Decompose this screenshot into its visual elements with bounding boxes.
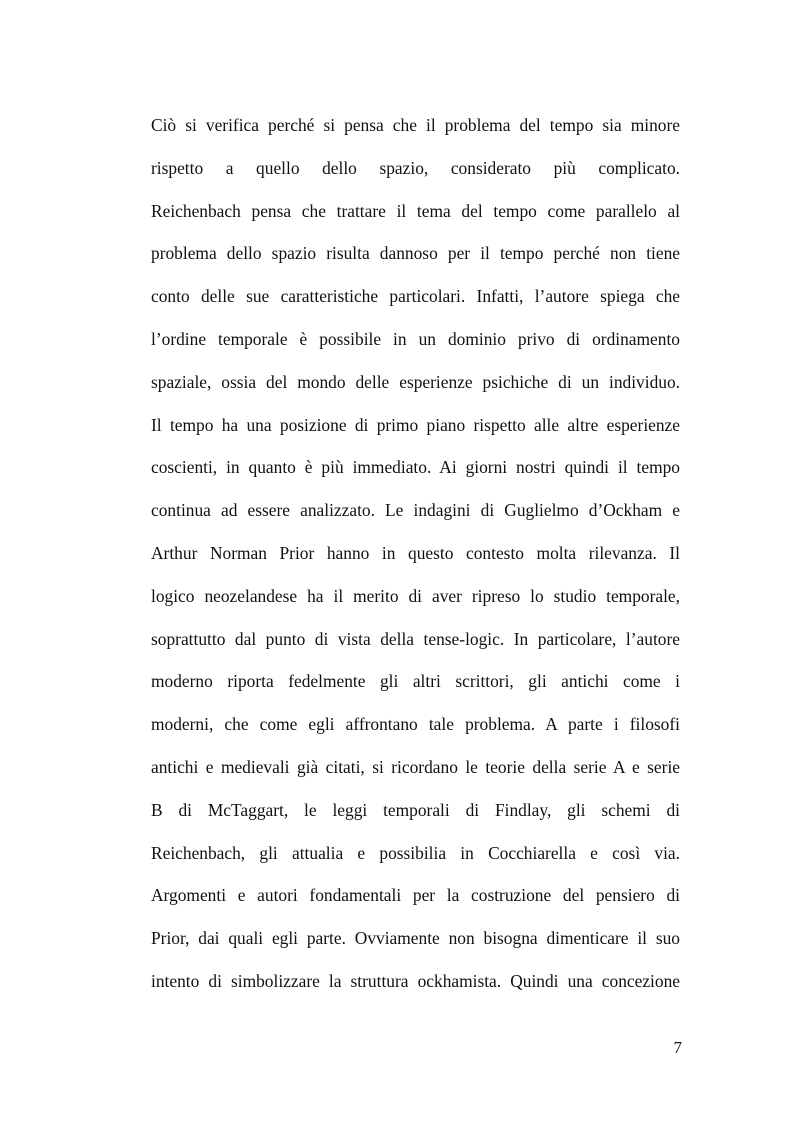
text-line-16: antichi e medievali già citati, si ricordano le teorie della serie A e serie (151, 756, 680, 777)
text-line-10: continua ad essere analizzato. Le indagini di Guglielmo d’Ockham e (151, 500, 680, 521)
text-line-18: Reichenbach, gli attualia e possibilia in Cocchiarella e così via. (151, 842, 680, 863)
text-line-11: Arthur Norman Prior hanno in questo contesto molta rilevanza. Il (151, 542, 680, 563)
text-line-13: soprattutto dal punto di vista della tense-logic. In particolare, l’autore (151, 628, 680, 649)
text-line-2: rispetto a quello dello spazio, considerato più complicato. (151, 157, 680, 178)
text-line-12: logico neozelandese ha il merito di aver ripreso lo studio temporale, (151, 585, 680, 606)
text-line-8: Il tempo ha una posizione di primo piano rispetto alle altre esperienze (151, 414, 680, 435)
body-paragraph (151, 110, 680, 1009)
text-line-9: coscienti, in quanto è più immediato. Ai giorni nostri quindi il tempo (151, 457, 680, 478)
page-number: 7 (673, 1038, 682, 1057)
text-line-20: Prior, dai quali egli parte. Ovviamente non bisogna dimenticare il suo (151, 928, 680, 949)
text-line-19: Argomenti e autori fondamentali per la costruzione del pensiero di (151, 885, 680, 906)
text-line-4: problema dello spazio risulta dannoso per il tempo perché non tiene (151, 243, 680, 264)
text-line-5: conto delle sue caratteristiche particolari. Infatti, l’autore spiega che (151, 286, 680, 307)
text-line-15: moderni, che come egli affrontano tale problema. A parte i filosofi (151, 714, 680, 735)
text-line-14: moderno riporta fedelmente gli altri scrittori, gli antichi come i (151, 671, 680, 692)
text-line-7: spaziale, ossia del mondo delle esperienze psichiche di un individuo. (151, 371, 680, 392)
text-line-1: Ciò si verifica perché si pensa che il problema del tempo sia minore (151, 115, 680, 135)
text-line-17: B di McTaggart, le leggi temporali di Findlay, gli schemi di (151, 799, 680, 820)
text-line-21: intento di simbolizzare la struttura ockhamista. Quindi una concezione (151, 970, 680, 991)
text-line-3: Reichenbach pensa che trattare il tema del tempo come parallelo al (151, 200, 680, 221)
text-line-6: l’ordine temporale è possibile in un dominio privo di ordinamento (151, 328, 680, 349)
